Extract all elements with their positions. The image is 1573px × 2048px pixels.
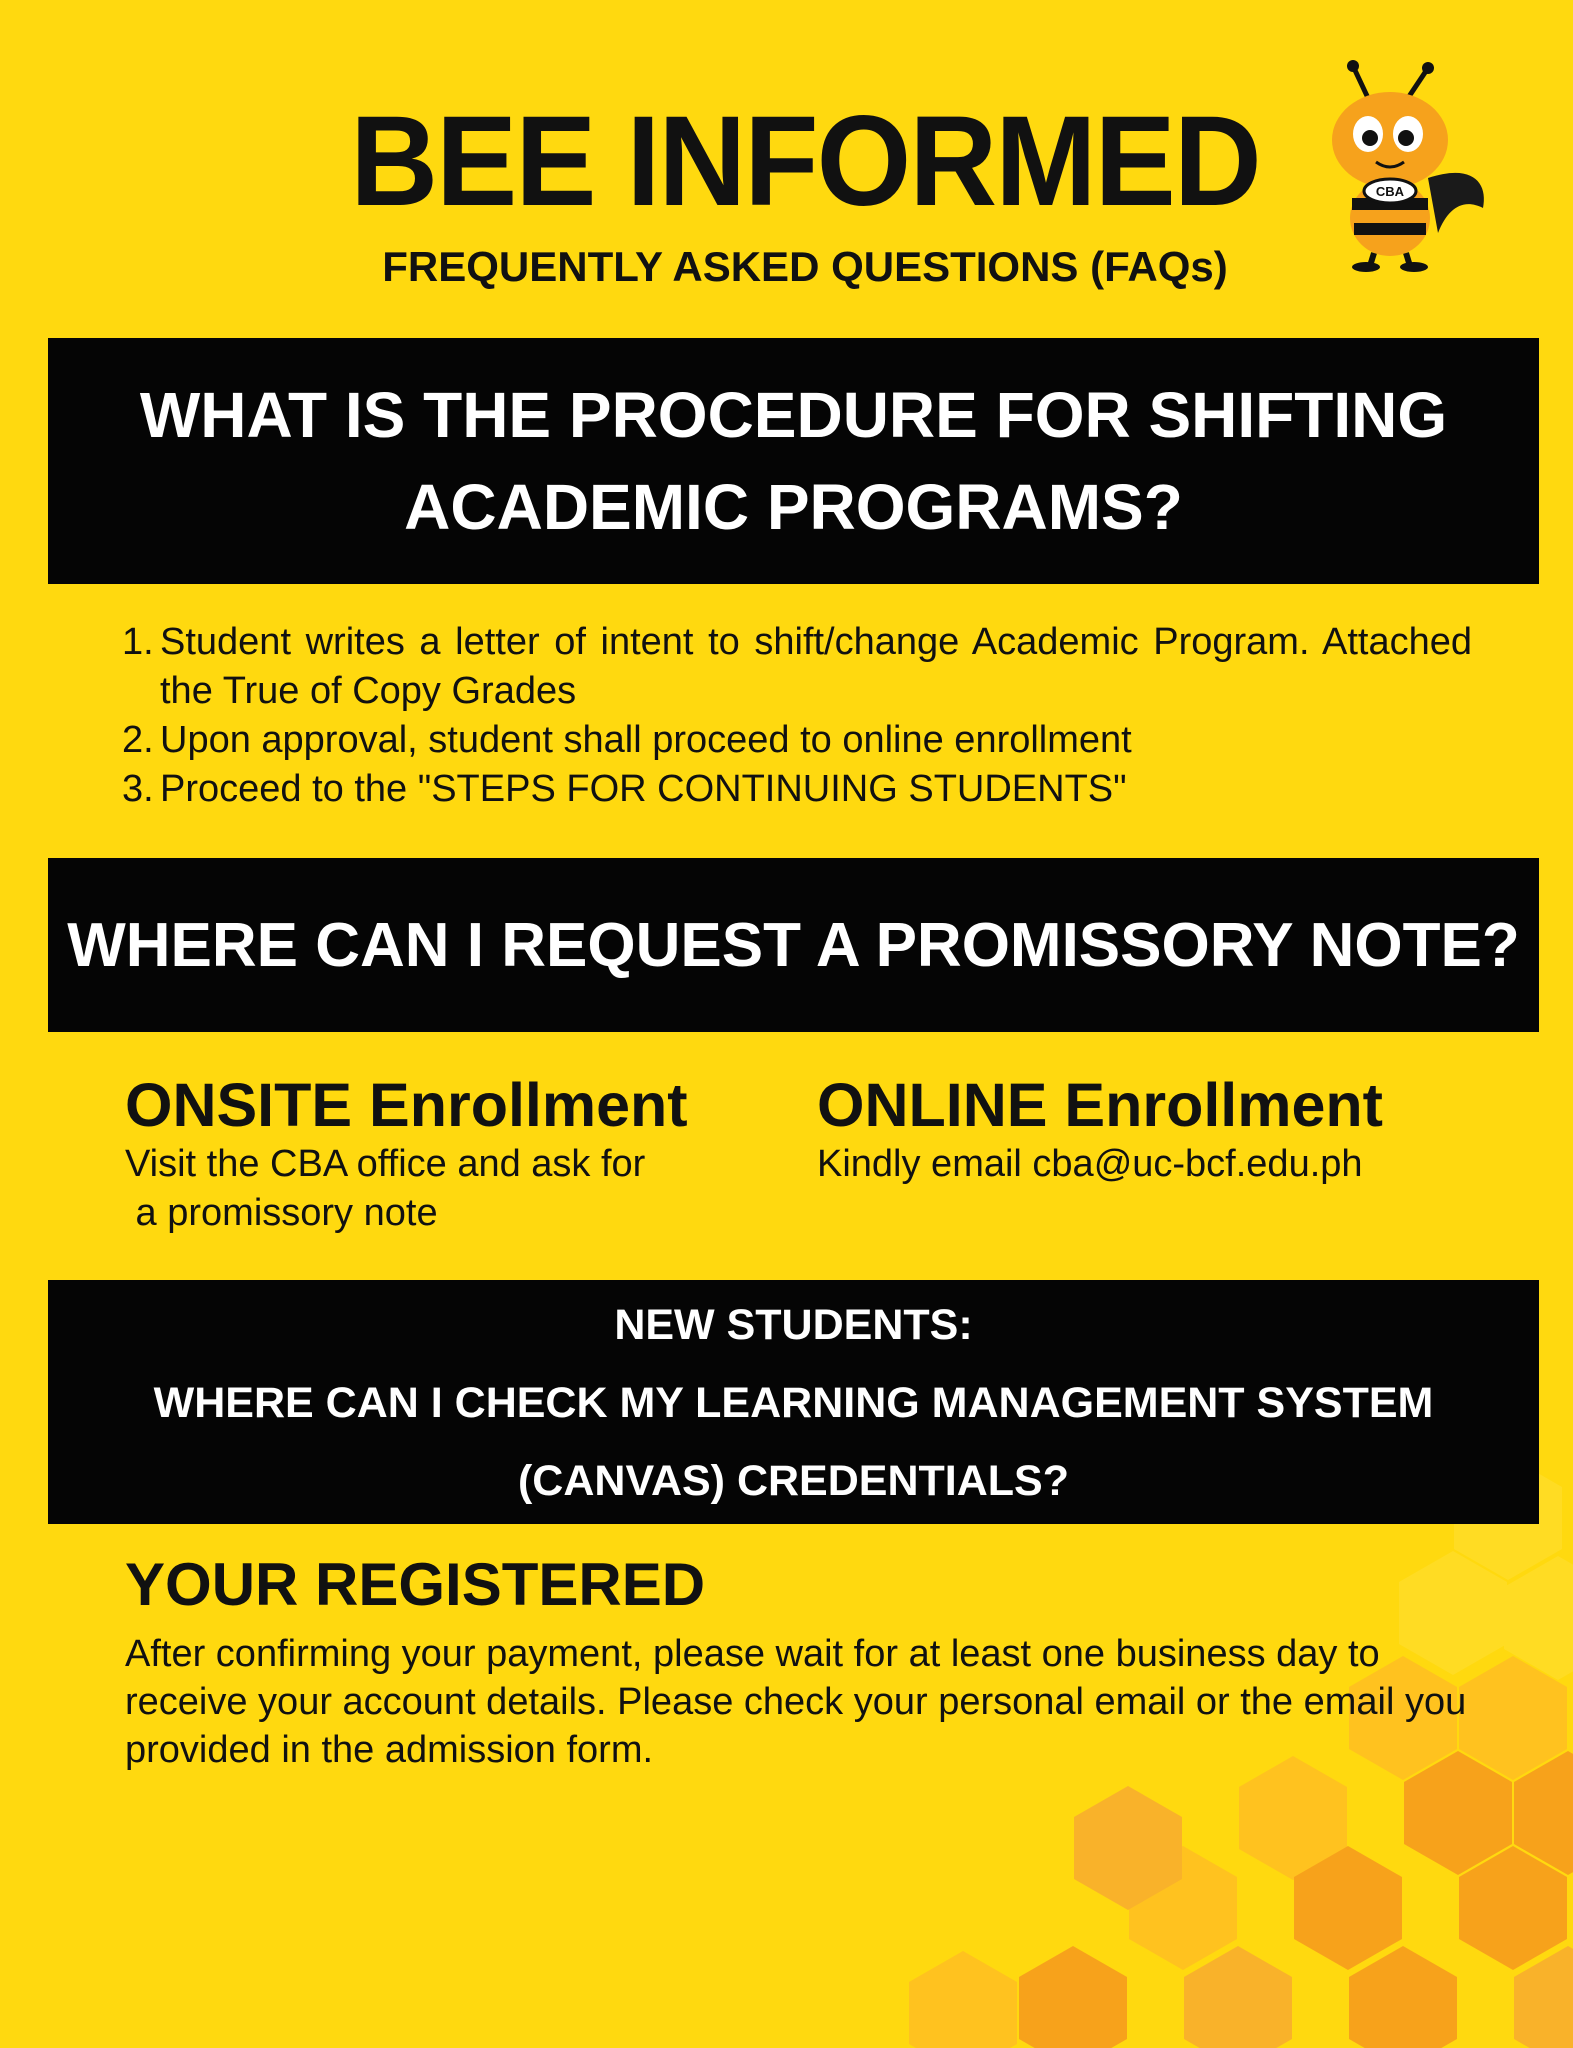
question-banner-canvas bbox=[48, 1280, 1539, 1524]
list-item bbox=[122, 618, 1472, 716]
list-item bbox=[122, 716, 1472, 765]
question-heading-line: WHERE CAN I CHECK MY LEARNING MANAGEMENT SYSTEM bbox=[153, 1379, 1434, 1427]
bee-mascot-icon bbox=[1298, 58, 1488, 273]
answer-text: After confirming your payment, please wait for at least one business day to receive your account details. Please check your personal email or the email you provided in the admission form. bbox=[125, 1633, 1467, 1771]
onsite-text-line: a promissory note bbox=[125, 1192, 438, 1234]
onsite-text-line: Visit the CBA office and ask for bbox=[125, 1143, 646, 1185]
onsite-enrollment-block bbox=[125, 1070, 775, 1238]
step-number: 1. bbox=[122, 621, 154, 663]
page-title: BEE INFORMED bbox=[350, 90, 1260, 233]
page-subtitle: FREQUENTLY ASKED QUESTIONS (FAQs) bbox=[382, 243, 1228, 290]
question-label: NEW STUDENTS: bbox=[614, 1301, 973, 1349]
mascot-badge-text: CBA bbox=[1375, 184, 1405, 199]
step-text: Upon approval, student shall proceed to online enrollment bbox=[160, 719, 1132, 761]
question-banner-promissory bbox=[48, 858, 1539, 1032]
step-text: Proceed to the "STEPS FOR CONTINUING STUDENTS" bbox=[160, 768, 1127, 810]
answer-title: YOUR REGISTERED bbox=[125, 1551, 706, 1618]
question-heading-line: ACADEMIC PROGRAMS? bbox=[404, 471, 1183, 543]
step-text: Student writes a letter of intent to shift/change Academic Program. Attached the True of Copy Grades bbox=[160, 621, 1472, 712]
step-number: 2. bbox=[122, 719, 154, 761]
question-banner-shifting bbox=[48, 338, 1539, 584]
online-title: ONLINE Enrollment bbox=[817, 1071, 1383, 1139]
step-number: 3. bbox=[122, 768, 154, 810]
online-enrollment-block bbox=[817, 1070, 1517, 1189]
onsite-title: ONSITE Enrollment bbox=[125, 1071, 688, 1139]
list-item bbox=[122, 765, 1472, 814]
question-heading-line: (CANVAS) CREDENTIALS? bbox=[517, 1457, 1070, 1505]
question-heading-line: WHAT IS THE PROCEDURE FOR SHIFTING bbox=[139, 379, 1448, 451]
online-text: Kindly email cba@uc-bcf.edu.ph bbox=[817, 1143, 1363, 1185]
question-heading: WHERE CAN I REQUEST A PROMISSORY NOTE? bbox=[67, 910, 1520, 980]
shifting-steps-list bbox=[122, 618, 1472, 814]
